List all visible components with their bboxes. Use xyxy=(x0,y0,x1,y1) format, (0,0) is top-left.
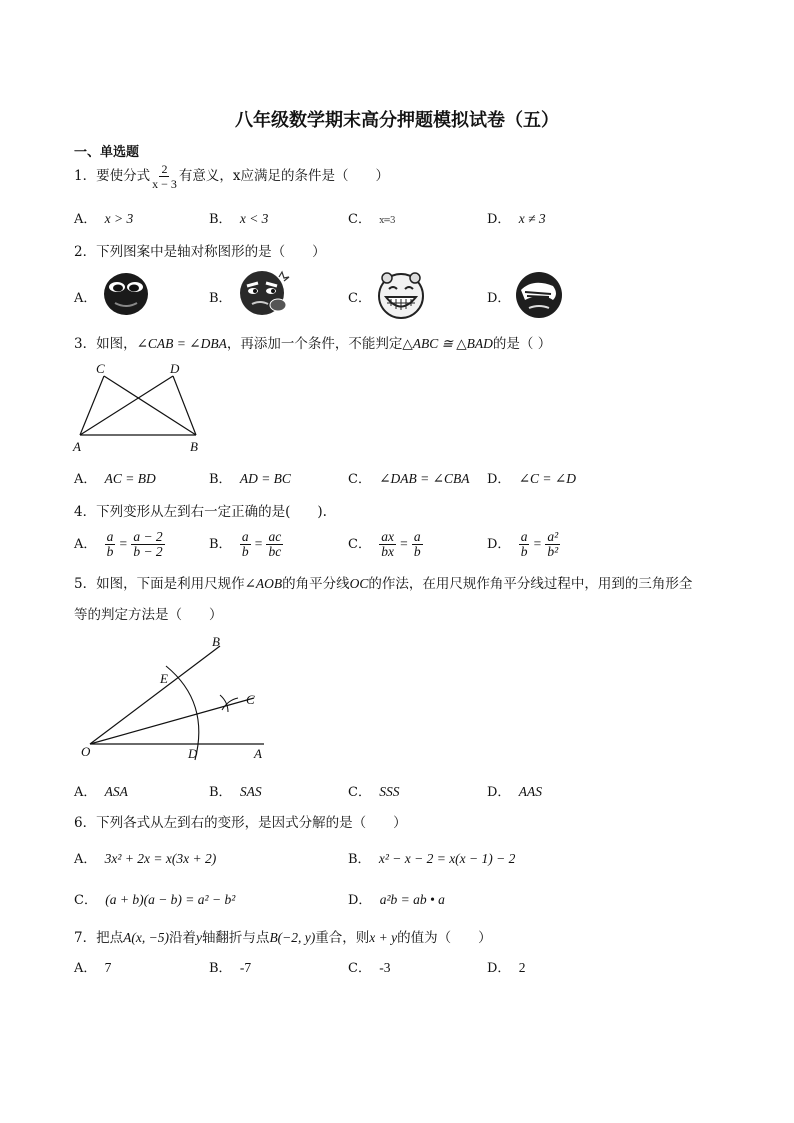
sunglasses-face-icon[interactable] xyxy=(102,271,150,317)
numerator: a − 2 xyxy=(133,529,163,544)
q3-label-a: A xyxy=(73,439,81,454)
denominator: b xyxy=(520,544,528,559)
q1-option-a[interactable] xyxy=(74,208,133,227)
q1-numerator: 2 xyxy=(161,162,168,176)
denominator: b − 2 xyxy=(133,544,163,559)
option-text: ASA xyxy=(104,784,128,799)
q6-option-a[interactable] xyxy=(74,848,216,867)
q5-text-c: 的作法，在用尺规作角平分线过程中，用到的三角形全 xyxy=(368,576,693,592)
q3-condition: ∠CAB = ∠DBA xyxy=(136,336,227,351)
q4-option-c[interactable]: C． $\frac{ax}{bx}$ = $\frac{a}{b}$ xyxy=(348,529,421,559)
q3-figure xyxy=(70,360,210,456)
question-6: 6．下列各式从左到右的变形，是因式分解的是（ ） xyxy=(74,815,407,831)
denominator: b² xyxy=(547,544,559,559)
question-2: 2．下列图案中是轴对称图形的是（ ） xyxy=(74,244,326,260)
q7-text-c: 轴翻折与点 xyxy=(201,930,270,946)
q3-text-b: ，再添加一个条件，不能判定 xyxy=(226,336,403,352)
option-text: x ≠ 3 xyxy=(518,211,546,226)
option-letter: D． xyxy=(487,785,511,800)
q3-text-a: 3．如图， xyxy=(74,336,137,352)
numerator: ac xyxy=(268,529,282,544)
q1-option-d[interactable] xyxy=(487,208,546,227)
q3-option-c[interactable] xyxy=(348,468,469,487)
option-letter: D． xyxy=(487,961,511,976)
q5-option-c[interactable] xyxy=(348,781,399,800)
q5-figure xyxy=(78,632,278,764)
option-letter: B． xyxy=(209,472,232,487)
q7-text-a: 7．把点 xyxy=(74,930,124,946)
q2-option-d-label: D． xyxy=(487,291,511,306)
q7-option-a[interactable] xyxy=(74,957,111,976)
numerator: ax xyxy=(381,529,394,544)
denominator: b xyxy=(241,544,249,559)
option-text: AAS xyxy=(518,784,542,799)
q5-label-c: C xyxy=(246,692,255,707)
option-text: -7 xyxy=(239,960,252,975)
question-5-line-2: 等的判定方法是（ ） xyxy=(74,607,223,623)
option-letter: D． xyxy=(487,212,511,227)
fraction xyxy=(379,530,396,559)
q3-text-c: 的是（ ） xyxy=(492,336,552,352)
option-letter: A． xyxy=(74,961,97,976)
option-text: AC = BD xyxy=(104,471,156,486)
option-letter: A． xyxy=(74,212,97,227)
q3-label-c: C xyxy=(96,361,105,376)
q7-option-b[interactable] xyxy=(209,957,251,976)
q3-congruence: △ABC ≅ △BAD xyxy=(402,336,493,351)
option-letter: C． xyxy=(348,212,371,227)
q5-label-b: B xyxy=(212,634,220,649)
denominator: bx xyxy=(381,544,394,559)
q5-oc: OC xyxy=(349,576,369,591)
option-text: 7 xyxy=(104,960,112,975)
q3-label-b: B xyxy=(190,439,198,454)
page-title: 八年级数学期末高分押题模拟试卷（五） xyxy=(235,110,559,131)
q7-text-b: 沿着 xyxy=(168,930,196,946)
option-text: x < 3 xyxy=(239,211,269,226)
q1-option-b[interactable] xyxy=(209,208,268,227)
q5-text-b: 的角平分线 xyxy=(282,576,350,592)
q2-option-a-label: A． xyxy=(74,291,97,306)
q7-point-a: A(x, −5) xyxy=(123,930,169,945)
q4-option-a[interactable]: A． $\frac{a}{b}$ = $\frac{a - 2}{b - 2}$ xyxy=(74,529,163,559)
fraction xyxy=(240,530,251,559)
option-letter: B． xyxy=(209,785,232,800)
option-text: x² − x − 2 = x(x − 1) − 2 xyxy=(378,851,516,866)
option-letter: D． xyxy=(348,893,372,908)
fraction xyxy=(412,530,423,559)
option-letter: B． xyxy=(209,961,232,976)
option-text: (a + b)(a − b) = a² − b² xyxy=(105,892,236,907)
option-letter: B． xyxy=(348,852,371,867)
numerator: a xyxy=(241,529,249,544)
numerator: a xyxy=(413,529,421,544)
q4-option-d[interactable]: D． $\frac{a}{b}$ = $\frac{\text{a²}}{\text{b²}}$ xyxy=(487,529,559,559)
q7-text-d: 重合，则 xyxy=(315,930,370,946)
q5-option-a[interactable] xyxy=(74,781,128,800)
q3-option-a[interactable] xyxy=(74,468,156,487)
option-text: -3 xyxy=(379,960,391,975)
option-letter: C． xyxy=(348,537,371,552)
section-heading: 一、单选题 xyxy=(74,145,140,160)
q4-option-b[interactable]: B． $\frac{a}{b}$ = $\frac{ac}{bc}$ xyxy=(209,529,282,559)
option-letter: C． xyxy=(74,893,97,908)
option-letter: A． xyxy=(74,785,97,800)
q7-option-d[interactable] xyxy=(487,957,525,976)
option-letter: C． xyxy=(348,961,371,976)
fraction xyxy=(545,530,560,559)
q3-label-d: D xyxy=(170,361,180,376)
fraction xyxy=(266,530,283,559)
q3-option-d[interactable] xyxy=(487,468,576,487)
option-text: x > 3 xyxy=(104,211,134,226)
grinning-face-icon[interactable] xyxy=(376,270,426,320)
option-text: 2 xyxy=(518,960,526,975)
fraction xyxy=(105,530,116,559)
question-4: 4．下列变形从左到右一定正确的是( ). xyxy=(74,504,327,520)
option-letter: D． xyxy=(487,537,511,552)
q5-option-d[interactable] xyxy=(487,781,542,800)
fraction xyxy=(519,530,530,559)
option-text: 3x² + 2x = x(3x + 2) xyxy=(104,851,217,866)
q7-expression: x + y xyxy=(369,930,398,945)
fraction xyxy=(131,530,164,559)
option-letter: B． xyxy=(209,537,232,552)
q6-option-c[interactable] xyxy=(74,889,235,908)
question-7 xyxy=(74,926,492,946)
option-letter: C． xyxy=(348,472,371,487)
q5-angle: ∠AOB xyxy=(244,576,283,591)
question-5-line-1 xyxy=(74,572,692,592)
q1-denominator: x − 3 xyxy=(152,177,177,191)
q5-label-a: A xyxy=(254,746,262,761)
q5-label-e: E xyxy=(160,671,168,686)
q1-suffix: 有意义，x应满足的条件是（ ） xyxy=(178,168,389,184)
smirk-face-icon[interactable] xyxy=(238,269,290,319)
option-letter: C． xyxy=(348,785,371,800)
q1-option-c[interactable] xyxy=(348,208,395,227)
q5-option-b[interactable] xyxy=(209,781,262,800)
option-text: x=3 xyxy=(379,216,395,226)
q6-option-b[interactable] xyxy=(348,848,515,867)
question-1 xyxy=(74,162,389,191)
q7-point-b: B(−2, y) xyxy=(269,930,316,945)
option-text: ∠C = ∠D xyxy=(518,471,576,486)
option-letter: A． xyxy=(74,472,97,487)
denominator: b xyxy=(413,544,421,559)
option-letter: A． xyxy=(74,852,97,867)
question-3 xyxy=(74,332,551,352)
q1-prefix: 1．要使分式 xyxy=(74,168,151,184)
option-text: AD = BC xyxy=(239,471,291,486)
option-text: SSS xyxy=(379,784,400,799)
option-text: a²b = ab • a xyxy=(379,892,445,907)
q1-fraction xyxy=(150,162,179,191)
facepalm-face-icon[interactable] xyxy=(513,270,565,320)
numerator: a xyxy=(520,529,528,544)
q5-label-d: D xyxy=(188,746,198,761)
option-letter: B． xyxy=(209,212,232,227)
q2-option-b-label: B． xyxy=(209,291,232,306)
option-text: SAS xyxy=(239,784,262,799)
q5-text-a: 5．如图，下面是利用尺规作 xyxy=(74,576,245,592)
option-letter: D． xyxy=(487,472,511,487)
q3-option-b[interactable] xyxy=(209,468,291,487)
numerator: a² xyxy=(547,529,559,544)
q6-option-d[interactable] xyxy=(348,889,445,908)
option-letter: A． xyxy=(74,537,97,552)
q2-option-c-label: C． xyxy=(348,291,371,306)
numerator: a xyxy=(106,529,114,544)
q5-label-o: O xyxy=(81,744,91,759)
q7-text-e: 的值为（ ） xyxy=(397,930,492,946)
q7-option-c[interactable] xyxy=(348,957,390,976)
q7-y-axis: y xyxy=(195,930,202,945)
denominator: bc xyxy=(268,544,282,559)
denominator: b xyxy=(106,544,114,559)
option-text: ∠DAB = ∠CBA xyxy=(379,471,470,486)
